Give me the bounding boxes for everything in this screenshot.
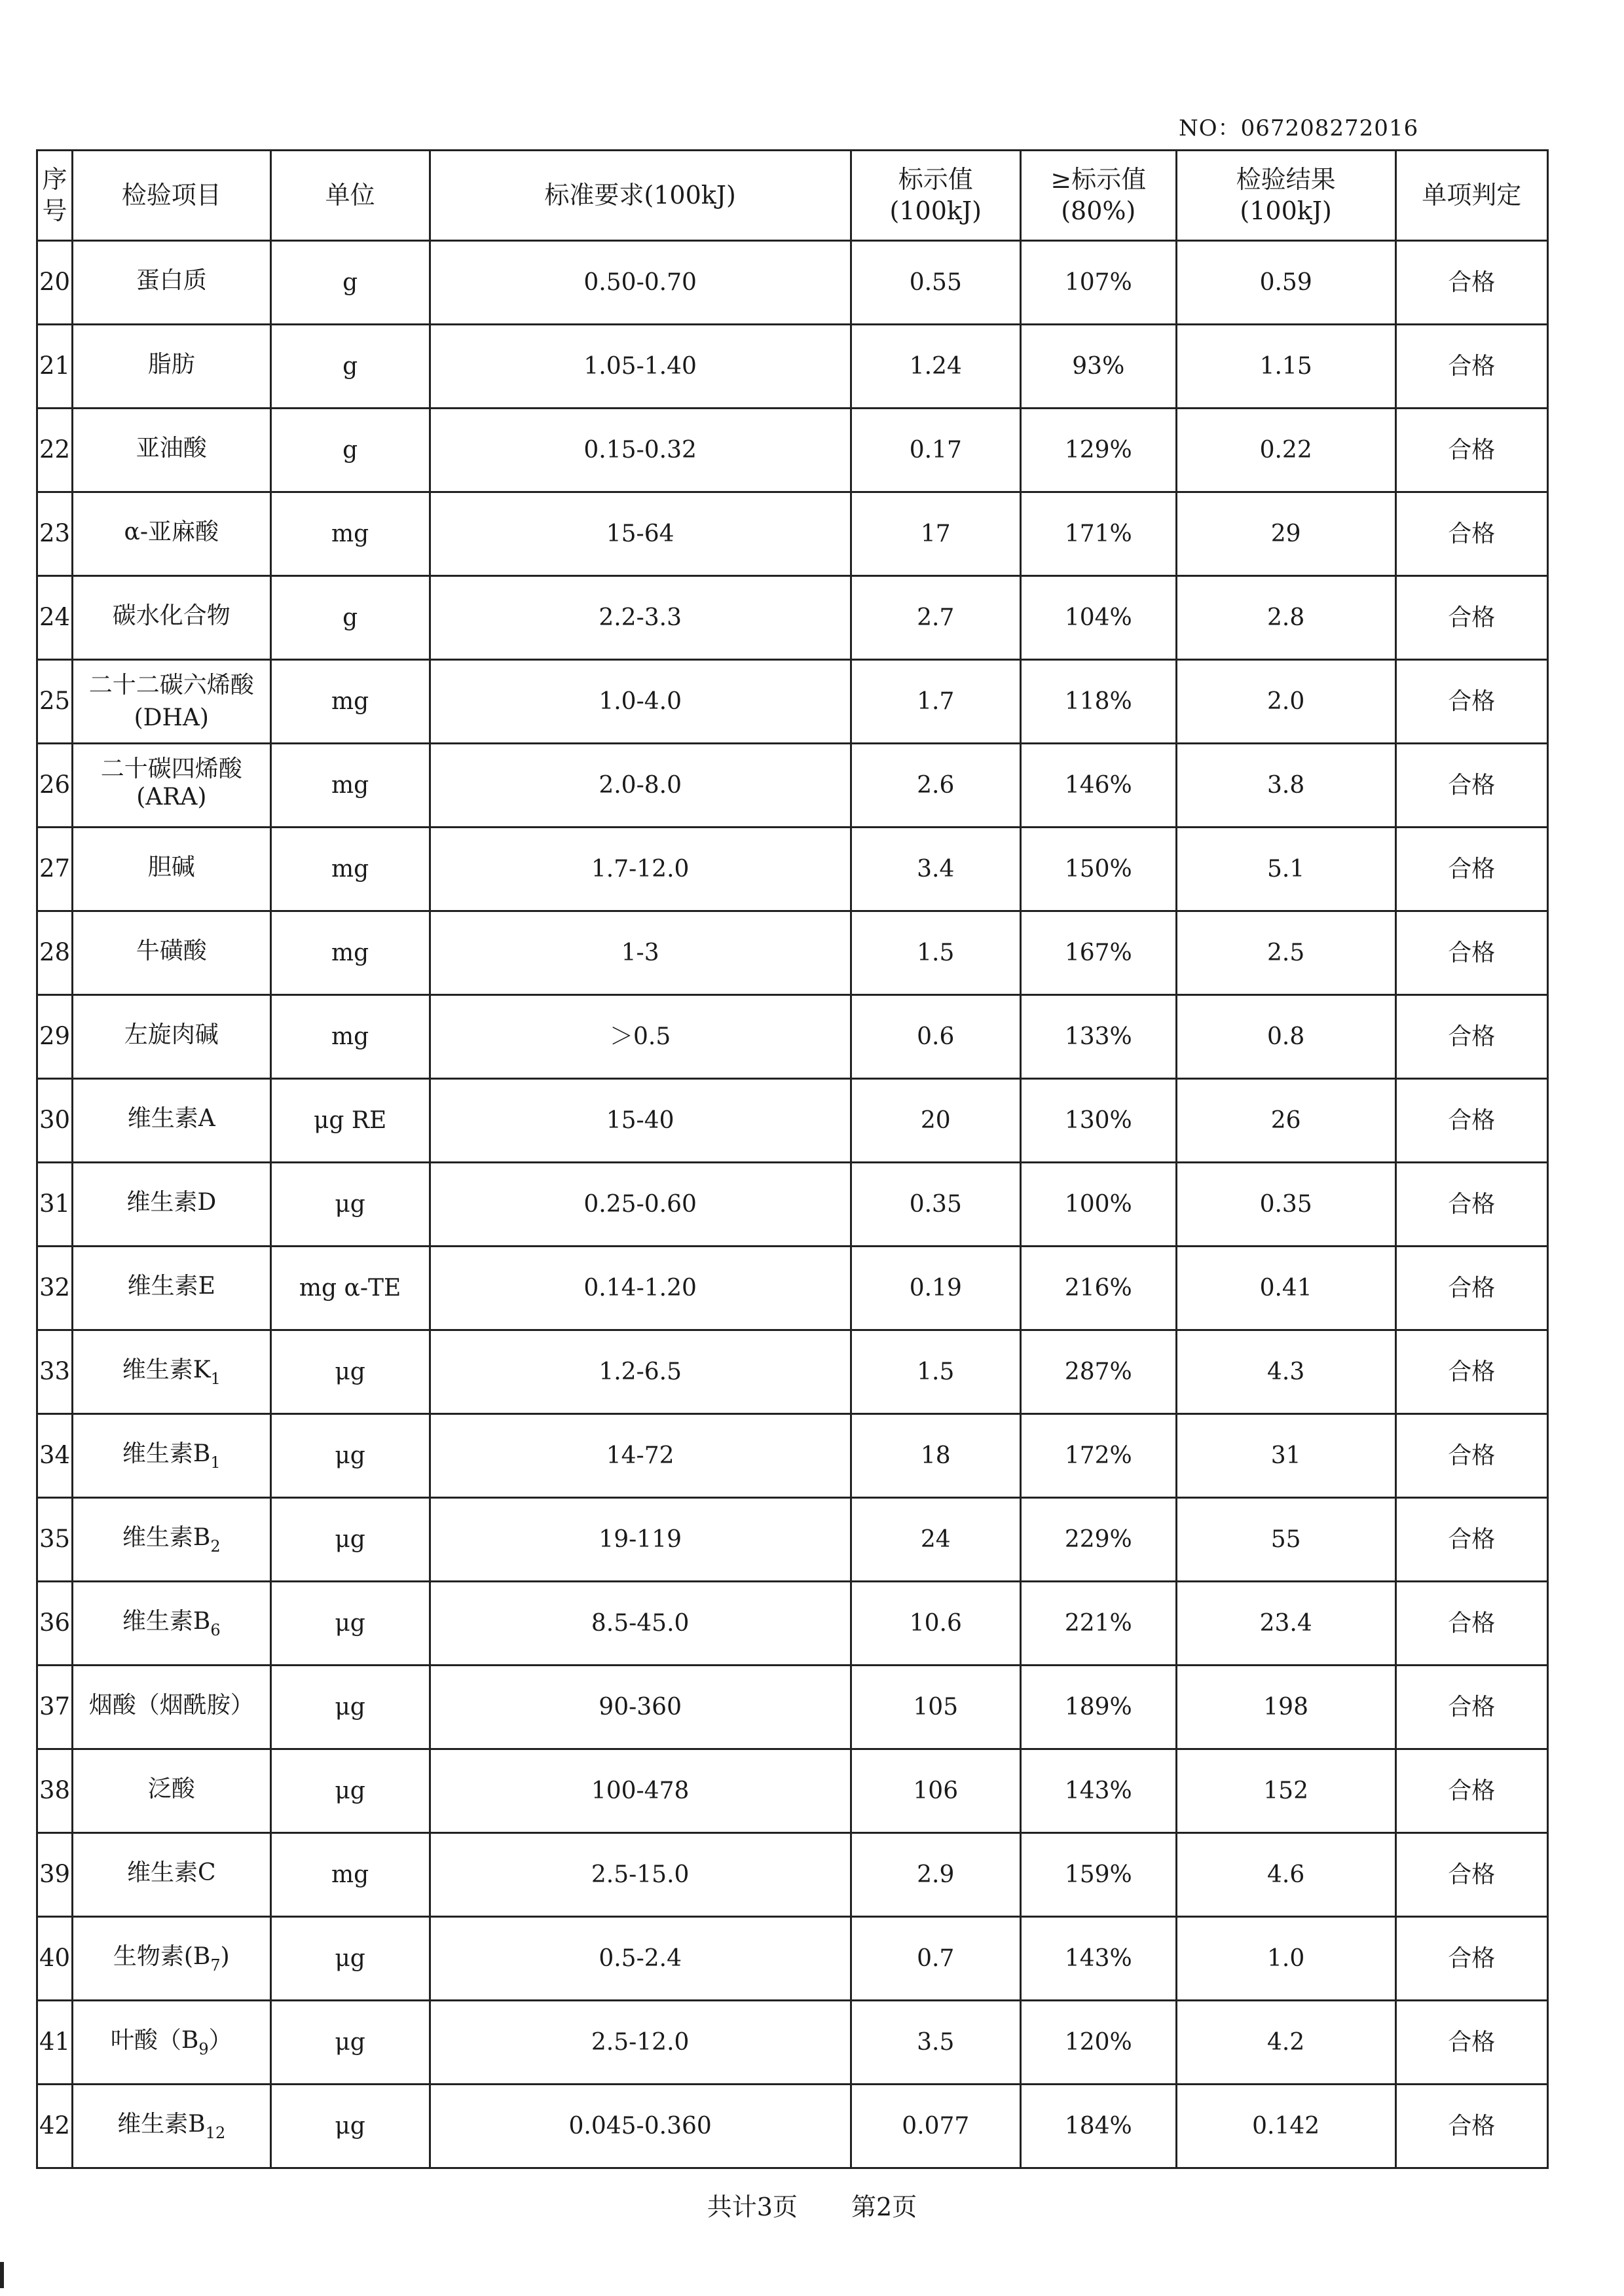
item-name: 维生素B	[122, 1607, 211, 1635]
cell-labeled-value: 0.55	[851, 241, 1020, 325]
header-ratio-line2: (80%)	[1061, 196, 1136, 225]
header-seq: 序号	[37, 151, 73, 241]
cell-standard: 1.0-4.0	[430, 660, 851, 744]
cell-ratio: 129%	[1020, 409, 1176, 492]
cell-labeled-value: 106	[851, 1749, 1020, 1833]
cell-ratio: 120%	[1020, 2001, 1176, 2085]
cell-labeled-value: 1.24	[851, 325, 1020, 409]
header-labeled-line1: 标示值	[898, 165, 973, 194]
cell-item	[73, 576, 271, 660]
cell-seq: 28	[37, 911, 73, 995]
cell-standard: 0.045-0.360	[430, 2085, 851, 2168]
table-header-row	[37, 151, 1548, 241]
cell-result: 2.8	[1176, 576, 1395, 660]
cell-result: 0.35	[1176, 1163, 1395, 1247]
cell-item	[73, 660, 271, 744]
table-row	[37, 1330, 1548, 1414]
table-row	[37, 1582, 1548, 1666]
cell-result: 31	[1176, 1414, 1395, 1498]
cell-item	[73, 995, 271, 1079]
cell-result: 0.8	[1176, 995, 1395, 1079]
cell-standard: 90-360	[430, 1666, 851, 1749]
item-name: 生物素(B	[113, 1942, 211, 1970]
cell-item	[73, 1414, 271, 1498]
cell-item	[73, 325, 271, 409]
cell-item	[73, 2001, 271, 2085]
item-subscript: 6	[210, 1620, 221, 1639]
cell-standard: 100-478	[430, 1749, 851, 1833]
cell-standard: 1-3	[430, 911, 851, 995]
cell-seq: 24	[37, 576, 73, 660]
item-name: 维生素B	[117, 2110, 206, 2138]
cell-ratio: 216%	[1020, 1247, 1176, 1330]
cell-unit: μg	[270, 1917, 430, 2001]
cell-ratio: 221%	[1020, 1582, 1176, 1666]
cell-seq: 42	[37, 2085, 73, 2168]
cell-ratio: 146%	[1020, 744, 1176, 828]
cell-result: 4.2	[1176, 2001, 1395, 2085]
cell-seq: 41	[37, 2001, 73, 2085]
cell-result: 1.15	[1176, 325, 1395, 409]
cell-standard: 8.5-45.0	[430, 1582, 851, 1666]
cell-standard: 14-72	[430, 1414, 851, 1498]
cell-seq: 39	[37, 1833, 73, 1917]
cell-standard: 2.2-3.3	[430, 576, 851, 660]
cell-result: 0.59	[1176, 241, 1395, 325]
document-number: NO：067208272016	[1179, 115, 1419, 141]
cell-result: 4.3	[1176, 1330, 1395, 1414]
cell-unit: μg	[270, 1749, 430, 1833]
cell-seq: 29	[37, 995, 73, 1079]
cell-unit: mg	[270, 660, 430, 744]
item-name: 亚油酸	[136, 434, 207, 462]
cell-seq: 37	[37, 1666, 73, 1749]
cell-result: 0.22	[1176, 409, 1395, 492]
cell-judgement: 合格	[1395, 1666, 1547, 1749]
cell-labeled-value: 2.6	[851, 744, 1020, 828]
cell-result: 198	[1176, 1666, 1395, 1749]
cell-result: 4.6	[1176, 1833, 1395, 1917]
table-body	[37, 241, 1548, 2168]
table-row	[37, 325, 1548, 409]
cell-item	[73, 1498, 271, 1582]
cell-judgement: 合格	[1395, 576, 1547, 660]
cell-result: 5.1	[1176, 828, 1395, 911]
cell-ratio: 167%	[1020, 911, 1176, 995]
cell-unit: μg	[270, 1330, 430, 1414]
item-name: 维生素K	[122, 1356, 211, 1383]
cell-result: 3.8	[1176, 744, 1395, 828]
cell-ratio: 229%	[1020, 1498, 1176, 1582]
cell-ratio: 118%	[1020, 660, 1176, 744]
cell-unit: mg	[270, 911, 430, 995]
cell-seq: 25	[37, 660, 73, 744]
table-row	[37, 2085, 1548, 2168]
cell-judgement: 合格	[1395, 2085, 1547, 2168]
cell-unit: mg	[270, 1833, 430, 1917]
cell-judgement: 合格	[1395, 1749, 1547, 1833]
cell-ratio: 130%	[1020, 1079, 1176, 1163]
cell-seq: 36	[37, 1582, 73, 1666]
cell-ratio: 143%	[1020, 1917, 1176, 2001]
cell-seq: 30	[37, 1079, 73, 1163]
cell-item	[73, 492, 271, 576]
cell-ratio: 107%	[1020, 241, 1176, 325]
cell-judgement: 合格	[1395, 1917, 1547, 2001]
cell-ratio: 104%	[1020, 576, 1176, 660]
cell-judgement: 合格	[1395, 2001, 1547, 2085]
cell-labeled-value: 2.7	[851, 576, 1020, 660]
table-row	[37, 1917, 1548, 2001]
cell-labeled-value: 1.5	[851, 911, 1020, 995]
header-result	[1176, 151, 1395, 241]
cell-labeled-value: 0.7	[851, 1917, 1020, 2001]
cell-item	[73, 1330, 271, 1414]
cell-unit: g	[270, 576, 430, 660]
cell-unit: μg	[270, 1498, 430, 1582]
cell-labeled-value: 105	[851, 1666, 1020, 1749]
header-item: 检验项目	[73, 151, 271, 241]
cell-result: 0.142	[1176, 2085, 1395, 2168]
item-tail: ）	[208, 2026, 232, 2054]
cell-judgement: 合格	[1395, 241, 1547, 325]
cell-judgement: 合格	[1395, 744, 1547, 828]
item-name: 维生素B	[122, 1440, 211, 1467]
cell-unit: mg	[270, 744, 430, 828]
cell-ratio: 287%	[1020, 1330, 1176, 1414]
table-row	[37, 744, 1548, 828]
cell-unit: g	[270, 241, 430, 325]
item-tail: (DHA)	[134, 704, 209, 731]
cell-ratio: 189%	[1020, 1666, 1176, 1749]
table-row	[37, 241, 1548, 325]
cell-labeled-value: 2.9	[851, 1833, 1020, 1917]
table-row	[37, 409, 1548, 492]
item-subscript: 1	[210, 1453, 221, 1472]
header-ratio	[1020, 151, 1176, 241]
cell-standard: 0.15-0.32	[430, 409, 851, 492]
cell-labeled-value: 10.6	[851, 1582, 1020, 1666]
cell-ratio: 172%	[1020, 1414, 1176, 1498]
item-subscript: 7	[210, 1956, 221, 1975]
cell-standard: 2.5-12.0	[430, 2001, 851, 2085]
item-name: 脂肪	[147, 350, 195, 378]
cell-ratio: 133%	[1020, 995, 1176, 1079]
cell-judgement: 合格	[1395, 1498, 1547, 1582]
cell-ratio: 159%	[1020, 1833, 1176, 1917]
cell-standard: 1.7-12.0	[430, 828, 851, 911]
cell-result: 29	[1176, 492, 1395, 576]
item-subscript: 12	[205, 2123, 226, 2142]
item-name: 维生素D	[126, 1188, 217, 1216]
table-row	[37, 492, 1548, 576]
cell-judgement: 合格	[1395, 1330, 1547, 1414]
table-row	[37, 1498, 1548, 1582]
cell-labeled-value: 1.7	[851, 660, 1020, 744]
cell-judgement: 合格	[1395, 325, 1547, 409]
cell-item	[73, 1749, 271, 1833]
cell-seq: 38	[37, 1749, 73, 1833]
cell-item	[73, 911, 271, 995]
header-standard: 标准要求(100kJ)	[430, 151, 851, 241]
header-ratio-line1: ≥标示值	[1050, 165, 1147, 194]
cell-standard: 2.5-15.0	[430, 1833, 851, 1917]
cell-ratio: 150%	[1020, 828, 1176, 911]
cell-item	[73, 1079, 271, 1163]
cell-unit: g	[270, 325, 430, 409]
item-tail: )	[220, 1942, 230, 1970]
table-row	[37, 995, 1548, 1079]
cell-item	[73, 1917, 271, 2001]
cell-ratio: 171%	[1020, 492, 1176, 576]
item-name: 左旋肉碱	[124, 1021, 219, 1048]
table-row	[37, 1414, 1548, 1498]
cell-judgement: 合格	[1395, 1079, 1547, 1163]
cell-result: 26	[1176, 1079, 1395, 1163]
cell-labeled-value: 3.4	[851, 828, 1020, 911]
cell-unit: mg	[270, 492, 430, 576]
table-row	[37, 1833, 1548, 1917]
cell-labeled-value: 3.5	[851, 2001, 1020, 2085]
cell-unit: mg	[270, 828, 430, 911]
cell-judgement: 合格	[1395, 995, 1547, 1079]
cell-item	[73, 409, 271, 492]
cell-seq: 23	[37, 492, 73, 576]
header-result-line2: (100kJ)	[1240, 196, 1332, 225]
cell-judgement: 合格	[1395, 828, 1547, 911]
header-judgement: 单项判定	[1395, 151, 1547, 241]
cell-labeled-value: 24	[851, 1498, 1020, 1582]
table-row	[37, 1666, 1548, 1749]
cell-standard: 0.50-0.70	[430, 241, 851, 325]
cell-seq: 20	[37, 241, 73, 325]
item-name: 烟酸（烟酰胺）	[88, 1691, 254, 1719]
cell-item	[73, 241, 271, 325]
item-name: 二十二碳六烯酸	[88, 672, 254, 699]
cell-item	[73, 828, 271, 911]
cell-result: 152	[1176, 1749, 1395, 1833]
cell-item	[73, 2085, 271, 2168]
table-row	[37, 660, 1548, 744]
cell-seq: 21	[37, 325, 73, 409]
cell-ratio: 143%	[1020, 1749, 1176, 1833]
table-row	[37, 1749, 1548, 1833]
cell-item	[73, 1582, 271, 1666]
cell-standard: ＞0.5	[430, 995, 851, 1079]
header-labeled-value	[851, 151, 1020, 241]
cell-item	[73, 1163, 271, 1247]
cell-seq: 40	[37, 1917, 73, 2001]
cell-judgement: 合格	[1395, 1833, 1547, 1917]
cell-standard: 2.0-8.0	[430, 744, 851, 828]
cell-ratio: 100%	[1020, 1163, 1176, 1247]
cell-judgement: 合格	[1395, 1582, 1547, 1666]
cell-result: 2.5	[1176, 911, 1395, 995]
item-subscript: 1	[210, 1369, 221, 1388]
header-result-line1: 检验结果	[1236, 165, 1336, 194]
cell-labeled-value: 20	[851, 1079, 1020, 1163]
item-name: 维生素C	[127, 1859, 216, 1886]
table-row	[37, 1247, 1548, 1330]
header-unit: 单位	[270, 151, 430, 241]
cell-standard: 15-40	[430, 1079, 851, 1163]
table-row	[37, 911, 1548, 995]
cell-labeled-value: 0.19	[851, 1247, 1020, 1330]
cell-result: 55	[1176, 1498, 1395, 1582]
cell-seq: 35	[37, 1498, 73, 1582]
cell-labeled-value: 1.5	[851, 1330, 1020, 1414]
inspection-table	[36, 149, 1549, 2169]
cell-item	[73, 1666, 271, 1749]
cell-labeled-value: 0.17	[851, 409, 1020, 492]
cell-unit: μg	[270, 2001, 430, 2085]
cell-standard: 1.2-6.5	[430, 1330, 851, 1414]
cell-labeled-value: 0.077	[851, 2085, 1020, 2168]
table-row	[37, 576, 1548, 660]
cell-unit: μg	[270, 1414, 430, 1498]
cell-item	[73, 744, 271, 828]
item-name: 维生素A	[127, 1104, 215, 1132]
item-name: 维生素B	[122, 1523, 211, 1551]
cell-labeled-value: 0.35	[851, 1163, 1020, 1247]
cell-standard: 19-119	[430, 1498, 851, 1582]
cell-seq: 31	[37, 1163, 73, 1247]
table-row	[37, 1163, 1548, 1247]
cell-item	[73, 1833, 271, 1917]
cell-item	[73, 1247, 271, 1330]
cell-unit: μg	[270, 2085, 430, 2168]
cell-judgement: 合格	[1395, 1247, 1547, 1330]
cell-seq: 34	[37, 1414, 73, 1498]
item-name: 二十碳四烯酸(ARA)	[100, 756, 242, 811]
cell-labeled-value: 17	[851, 492, 1020, 576]
cell-standard: 1.05-1.40	[430, 325, 851, 409]
cell-judgement: 合格	[1395, 1414, 1547, 1498]
table-row	[37, 2001, 1548, 2085]
cell-result: 1.0	[1176, 1917, 1395, 2001]
cell-standard: 0.25-0.60	[430, 1163, 851, 1247]
cell-seq: 26	[37, 744, 73, 828]
cell-result: 0.41	[1176, 1247, 1395, 1330]
page-footer	[0, 2187, 1624, 2223]
item-subscript: 9	[198, 2039, 209, 2058]
cell-ratio: 184%	[1020, 2085, 1176, 2168]
item-name: 碳水化合物	[112, 602, 231, 629]
cell-standard: 15-64	[430, 492, 851, 576]
table-row	[37, 1079, 1548, 1163]
cell-unit: mg α-TE	[270, 1247, 430, 1330]
footer-current-page: 第2页	[851, 2193, 917, 2221]
cell-seq: 32	[37, 1247, 73, 1330]
cell-judgement: 合格	[1395, 492, 1547, 576]
item-name: 维生素E	[127, 1272, 215, 1300]
table-row	[37, 828, 1548, 911]
cell-unit: μg RE	[270, 1079, 430, 1163]
scan-edge-mark	[0, 2262, 4, 2288]
item-subscript: 2	[210, 1537, 221, 1556]
cell-unit: μg	[270, 1163, 430, 1247]
cell-standard: 0.14-1.20	[430, 1247, 851, 1330]
cell-result: 23.4	[1176, 1582, 1395, 1666]
item-name: 牛磺酸	[136, 937, 207, 964]
item-name: α-亚麻酸	[124, 518, 219, 545]
cell-seq: 33	[37, 1330, 73, 1414]
cell-unit: μg	[270, 1582, 430, 1666]
cell-ratio: 93%	[1020, 325, 1176, 409]
cell-judgement: 合格	[1395, 911, 1547, 995]
item-name: 蛋白质	[136, 266, 207, 294]
cell-seq: 22	[37, 409, 73, 492]
item-name: 叶酸（B	[110, 2026, 199, 2054]
cell-judgement: 合格	[1395, 409, 1547, 492]
footer-total-pages: 共计3页	[707, 2193, 798, 2221]
cell-result: 2.0	[1176, 660, 1395, 744]
cell-unit: mg	[270, 995, 430, 1079]
cell-standard: 0.5-2.4	[430, 1917, 851, 2001]
cell-judgement: 合格	[1395, 1163, 1547, 1247]
cell-judgement: 合格	[1395, 660, 1547, 744]
cell-labeled-value: 18	[851, 1414, 1020, 1498]
cell-seq: 27	[37, 828, 73, 911]
item-name: 泛酸	[147, 1775, 195, 1802]
cell-unit: g	[270, 409, 430, 492]
item-name: 胆碱	[147, 853, 195, 881]
cell-labeled-value: 0.6	[851, 995, 1020, 1079]
cell-unit: μg	[270, 1666, 430, 1749]
header-labeled-line2: (100kJ)	[889, 196, 982, 225]
